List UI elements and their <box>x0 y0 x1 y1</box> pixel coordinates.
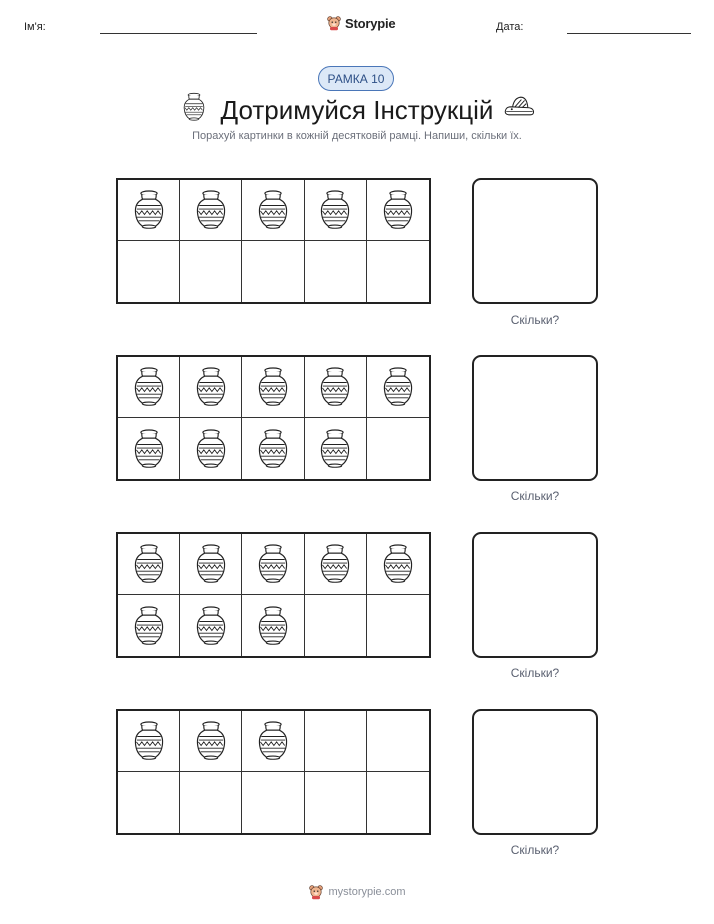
vase-icon <box>193 189 229 231</box>
vase-icon <box>255 366 291 408</box>
frame-cell <box>305 595 367 656</box>
frame-cell <box>118 772 180 833</box>
frame-cell <box>305 180 367 241</box>
frame-cell <box>367 357 429 418</box>
frame-cell <box>180 180 242 241</box>
frame-badge: РАМКА 10 <box>318 66 394 91</box>
frame-cell <box>242 595 304 656</box>
frame-cell <box>118 595 180 656</box>
vase-icon <box>317 366 353 408</box>
vase-icon <box>131 428 167 470</box>
frame-cell <box>305 534 367 595</box>
ten-frame-3 <box>116 532 431 658</box>
frame-cell <box>242 418 304 479</box>
frame-cell <box>118 241 180 302</box>
frame-cell <box>367 772 429 833</box>
vase-icon <box>193 366 229 408</box>
bear-mascot-icon <box>326 15 342 31</box>
vase-icon <box>317 189 353 231</box>
answer-box-4[interactable] <box>472 709 598 835</box>
frame-cell <box>118 711 180 772</box>
frame-cell <box>118 180 180 241</box>
frame-cell <box>180 534 242 595</box>
vase-icon <box>380 543 416 585</box>
ten-frame-1 <box>116 178 431 304</box>
vase-icon <box>255 720 291 762</box>
vase-icon <box>131 605 167 647</box>
frame-cell <box>242 241 304 302</box>
sandal-icon <box>503 94 535 118</box>
answer-box-2[interactable] <box>472 355 598 481</box>
vase-icon <box>380 189 416 231</box>
date-line[interactable] <box>567 33 691 34</box>
frame-cell <box>305 418 367 479</box>
frame-cell <box>180 241 242 302</box>
frame-cell <box>305 241 367 302</box>
frame-cell <box>118 357 180 418</box>
footer <box>0 884 714 900</box>
frame-cell <box>242 357 304 418</box>
frame-cell <box>305 357 367 418</box>
frame-cell <box>242 772 304 833</box>
frame-cell <box>305 772 367 833</box>
answer-box-1[interactable] <box>472 178 598 304</box>
footer-site: mystorypie.com <box>328 886 406 898</box>
frame-cell <box>180 595 242 656</box>
answer-label: Скільки? <box>510 313 560 327</box>
frame-cell <box>180 772 242 833</box>
answer-label: Скільки? <box>510 843 560 857</box>
frame-cell <box>242 180 304 241</box>
vase-icon <box>380 366 416 408</box>
frame-cell <box>242 534 304 595</box>
name-label: Ім'я: <box>24 21 46 33</box>
vase-icon <box>193 605 229 647</box>
frame-cell <box>367 241 429 302</box>
answer-label: Скільки? <box>510 666 560 680</box>
ten-frame-4 <box>116 709 431 835</box>
frame-cell <box>367 418 429 479</box>
vase-icon <box>255 605 291 647</box>
frame-cell <box>305 711 367 772</box>
answer-box-3[interactable] <box>472 532 598 658</box>
instructions: Порахуй картинки в кожній десятковій рамці. Напиши, скільки їх. <box>192 130 522 142</box>
vase-icon <box>317 543 353 585</box>
ten-frame-2 <box>116 355 431 481</box>
vase-icon <box>131 189 167 231</box>
vase-icon <box>131 543 167 585</box>
frame-cell <box>180 357 242 418</box>
name-line[interactable] <box>100 33 257 34</box>
frame-cell <box>367 711 429 772</box>
date-label: Дата: <box>496 21 524 33</box>
frame-cell <box>367 534 429 595</box>
vase-icon <box>131 366 167 408</box>
brand-name: Storypie <box>345 15 396 31</box>
frame-cell <box>367 595 429 656</box>
frame-cell <box>180 418 242 479</box>
answer-label: Скільки? <box>510 489 560 503</box>
frame-cell <box>118 534 180 595</box>
vase-icon <box>255 543 291 585</box>
vase-icon <box>131 720 167 762</box>
frame-cell <box>242 711 304 772</box>
bear-mascot-icon <box>308 884 324 900</box>
frame-cell <box>367 180 429 241</box>
vase-icon <box>193 428 229 470</box>
vase-icon <box>193 543 229 585</box>
vase-icon <box>317 428 353 470</box>
frame-cell <box>180 711 242 772</box>
brand-logo <box>326 13 395 33</box>
vase-icon <box>193 720 229 762</box>
page-title: Дотримуйся Інструкцій <box>220 95 494 125</box>
vase-icon <box>255 428 291 470</box>
vase-icon <box>255 189 291 231</box>
frame-cell <box>118 418 180 479</box>
